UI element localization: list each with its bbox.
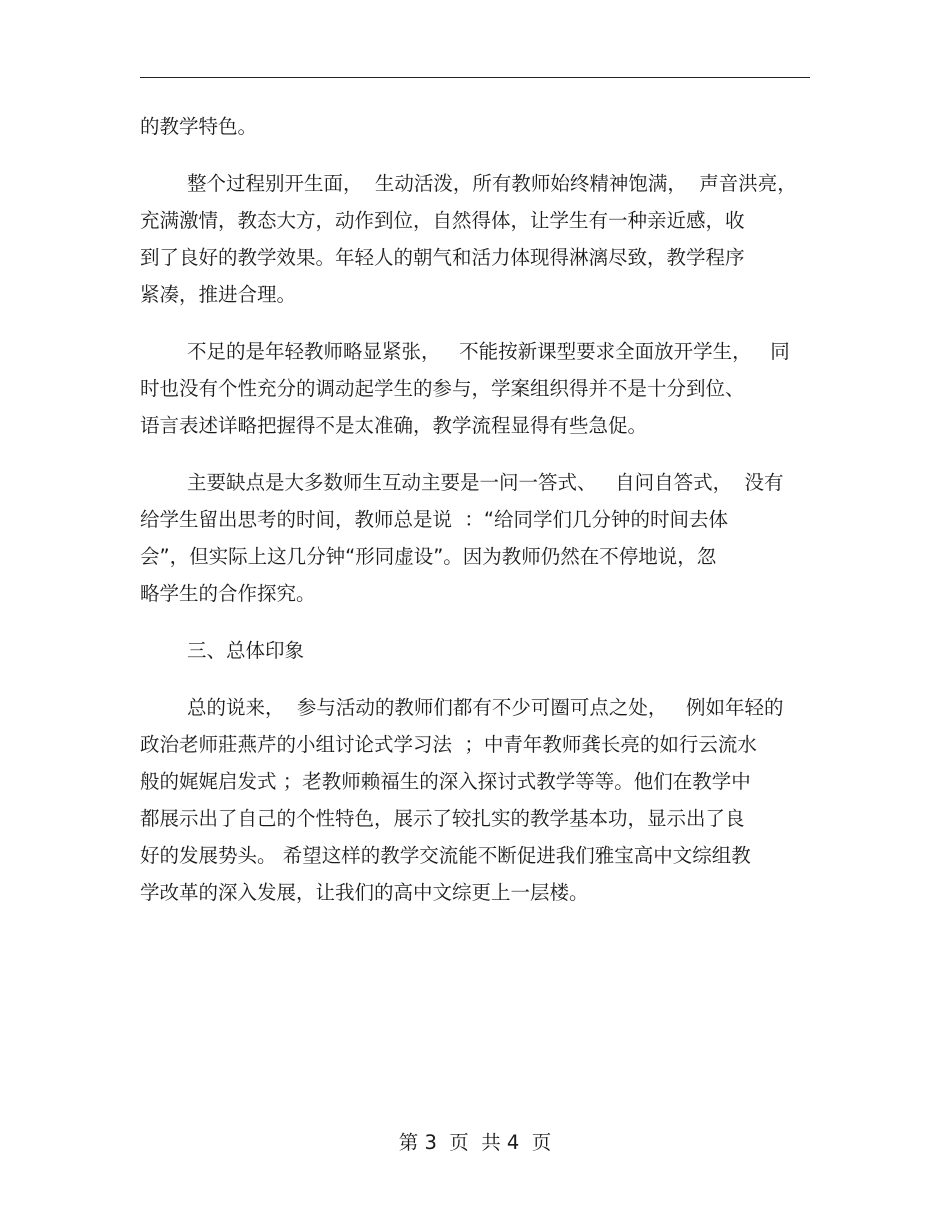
text-line: 紧凑，推进合理。 xyxy=(140,283,297,306)
paragraph-summary xyxy=(140,689,810,911)
text-line: 语言表述详略把握得不是太准确，教学流程显得有些急促。 xyxy=(140,414,648,437)
text-line: 给学生留出思考的时间，教师总是说 ：“给同学们几分钟的时间去体 xyxy=(140,508,728,531)
text-line: 时也没有个性充分的调动起学生的参与，学案组织得并不是十分到位、 xyxy=(140,377,745,400)
header-rule xyxy=(140,77,810,78)
section-heading xyxy=(140,632,810,669)
paragraph-overall-process xyxy=(140,165,810,313)
text-line: 的教学特色。 xyxy=(140,115,258,138)
document-body xyxy=(140,108,810,931)
text-line: 略学生的合作探究。 xyxy=(140,582,316,605)
section-heading-text: 三、总体印象 xyxy=(187,639,305,662)
text-line: 主要缺点是大多数师生互动主要是一问一答式、 自问自答式， 没有 xyxy=(187,471,784,494)
text-line: 政治老师莊燕芹的小组讨论式学习法 ；中青年教师龚长亮的如行云流水 xyxy=(140,733,757,756)
text-line: 总的说来， 参与活动的教师们都有不少可圈可点之处， 例如年轻的 xyxy=(187,696,784,719)
text-line: 好的发展势头。 希望这样的教学交流能不断促进我们雅宝高中文综组教 xyxy=(140,844,751,867)
text-line: 不足的是年轻教师略显紧张， 不能按新课型要求全面放开学生， 同 xyxy=(187,340,790,363)
text-line: 整个过程别开生面， 生动活泼，所有教师始终精神饱满， 声音洪亮， xyxy=(187,172,797,195)
paragraph-main-defects xyxy=(140,464,810,612)
paragraph-continuation xyxy=(140,108,810,145)
text-line: 都展示出了自己的个性特色，展示了较扎实的教学基本功，显示出了良 xyxy=(140,807,745,830)
text-line: 般的娓娓启发式 ；老教师赖福生的深入探讨式教学等等。他们在教学中 xyxy=(140,770,751,793)
text-line: 会”，但实际上这几分钟“形同虚设”。因为教师仍然在不停地说，忽 xyxy=(140,545,717,568)
paragraph-shortcomings xyxy=(140,333,810,444)
text-line: 学改革的深入发展，让我们的高中文综更上一层楼。 xyxy=(140,881,589,904)
text-line: 到了良好的教学效果。年轻人的朝气和活力体现得淋漓尽致，教学程序 xyxy=(140,246,745,269)
text-line: 充满激情，教态大方，动作到位，自然得体，让学生有一种亲近感，收 xyxy=(140,209,745,232)
page-number-footer: 第 3 页 共 4 页 xyxy=(398,1131,552,1154)
